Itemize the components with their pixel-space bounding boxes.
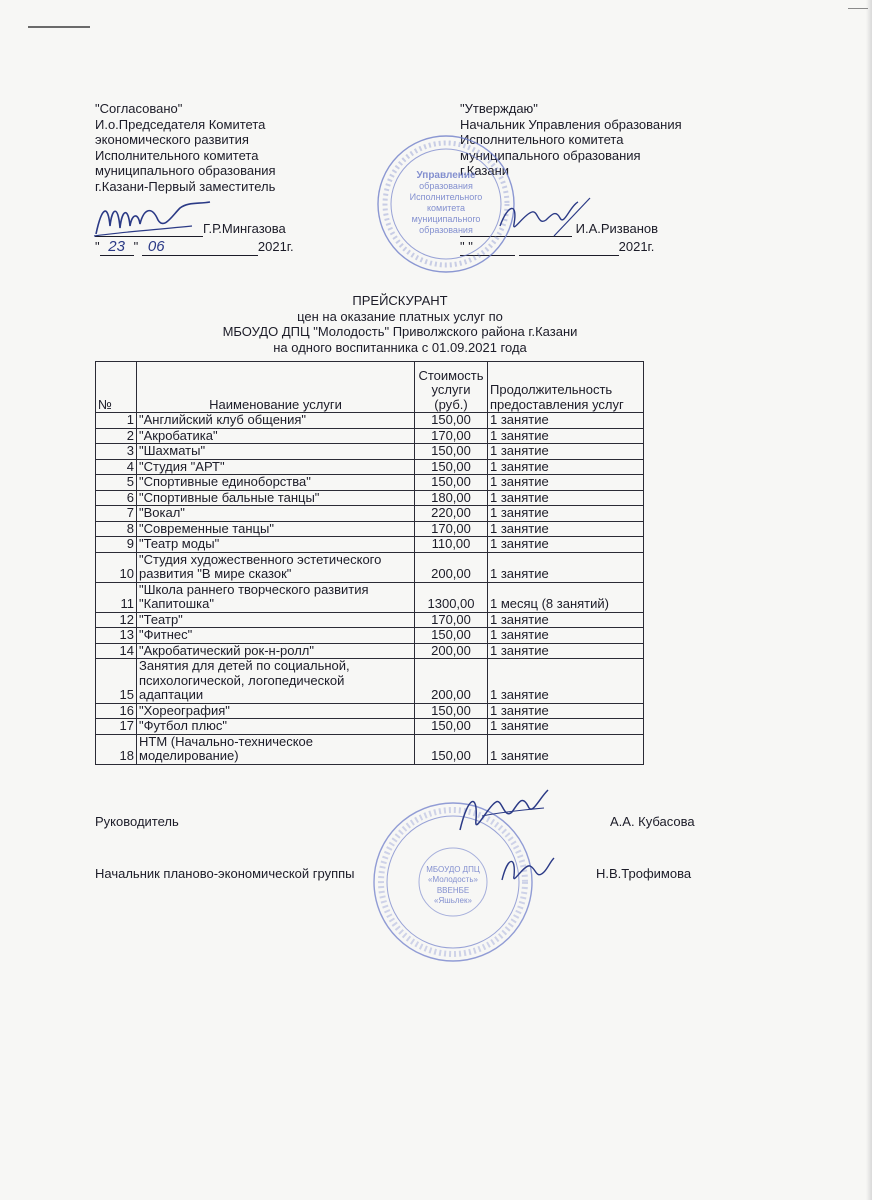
service-price: 200,00 — [415, 552, 488, 582]
service-duration: 1 месяц (8 занятий) — [488, 582, 644, 612]
table-row — [96, 428, 644, 444]
service-name-line: НТМ (Начально-техническое моделирование) — [139, 733, 314, 763]
approval-left — [95, 101, 276, 194]
date-quote: " — [133, 239, 139, 254]
service-duration: 1 занятие — [488, 413, 644, 429]
table-row — [96, 444, 644, 460]
row-number: 7 — [96, 506, 137, 522]
header-price-line: (руб.) — [434, 396, 468, 412]
service-name-line: "Вокал" — [139, 505, 185, 520]
stamp-text: образования — [419, 225, 473, 235]
service-duration: 1 занятие — [488, 719, 644, 735]
row-number: 8 — [96, 521, 137, 537]
approval-right-heading: "Утверждаю" — [460, 101, 538, 116]
service-name — [137, 643, 415, 659]
service-name-line: "Футбол плюс" — [139, 718, 228, 733]
header-duration-line: Продолжительность — [490, 382, 613, 397]
service-duration: 1 занятие — [488, 506, 644, 522]
service-price: 220,00 — [415, 506, 488, 522]
service-name-line: Занятия для детей по социальной, — [139, 658, 350, 673]
approval-left-line: экономического развития — [95, 132, 249, 147]
header-num: № — [96, 362, 137, 413]
table-row — [96, 413, 644, 429]
service-duration: 1 занятие — [488, 734, 644, 764]
document-title — [0, 293, 800, 355]
row-number: 12 — [96, 612, 137, 628]
service-price: 150,00 — [415, 703, 488, 719]
table-row — [96, 719, 644, 735]
service-name — [137, 537, 415, 553]
header-price — [415, 362, 488, 413]
service-duration: 1 занятие — [488, 428, 644, 444]
approval-left-heading: "Согласовано" — [95, 101, 183, 116]
scan-artifact-line — [28, 26, 90, 28]
row-number: 15 — [96, 659, 137, 704]
table-row — [96, 521, 644, 537]
table-body — [96, 413, 644, 765]
approval-right-line: г.Казани — [460, 163, 510, 178]
head-signature-scribble — [452, 786, 552, 846]
service-price: 200,00 — [415, 659, 488, 704]
service-duration: 1 занятие — [488, 612, 644, 628]
stamp-text: Исполнительного — [409, 192, 483, 202]
approval-left-name: Г.Р.Мингазова — [203, 221, 286, 236]
header-duration — [488, 362, 644, 413]
date-day-blank: " " — [460, 239, 515, 256]
service-price: 150,00 — [415, 734, 488, 764]
service-name-line: "Театр моды" — [139, 536, 220, 551]
service-duration: 1 занятие — [488, 475, 644, 491]
row-number: 13 — [96, 628, 137, 644]
row-number: 16 — [96, 703, 137, 719]
service-name-line: "Спортивные бальные танцы" — [139, 489, 320, 505]
approval-right-line: Исполнительного комитета — [460, 132, 624, 147]
table-row — [96, 552, 644, 582]
approval-left-line: Исполнительного комитета — [95, 147, 259, 163]
service-price: 150,00 — [415, 444, 488, 460]
service-name — [137, 703, 415, 719]
table-row — [96, 506, 644, 522]
stamp-text: комитета — [426, 203, 466, 213]
footer-head-name: А.А. Кубасова — [610, 814, 695, 829]
service-price: 1300,00 — [415, 582, 488, 612]
service-duration: 1 занятие — [488, 459, 644, 475]
approval-left-line: г.Казани-Первый заместитель — [95, 178, 276, 194]
service-duration: 1 занятие — [488, 703, 644, 719]
table-row — [96, 643, 644, 659]
service-name-line: "Современные танцы" — [139, 520, 274, 536]
service-name-line: "Акробатический рок-н-ролл" — [139, 642, 315, 658]
table-row — [96, 734, 644, 764]
stamp-text: образования — [419, 181, 473, 191]
service-price: 150,00 — [415, 459, 488, 475]
table-row — [96, 475, 644, 491]
approval-right-line: Начальник Управления образования — [460, 116, 682, 132]
service-name — [137, 475, 415, 491]
stamp-text: муниципального — [411, 214, 481, 224]
service-name — [137, 734, 415, 764]
service-duration: 1 занятие — [488, 490, 644, 506]
service-duration: 1 занятие — [488, 552, 644, 582]
title-main: ПРЕЙСКУРАНТ — [352, 293, 448, 308]
date-year: 2021г. — [618, 239, 655, 254]
service-name — [137, 428, 415, 444]
title-line: цен на оказание платных услуг по — [297, 308, 503, 324]
service-duration: 1 занятие — [488, 659, 644, 704]
service-name-line: "Студия "АРТ" — [139, 458, 225, 474]
service-duration: 1 занятие — [488, 643, 644, 659]
header-price-line: Стоимость — [418, 367, 484, 383]
service-name — [137, 490, 415, 506]
table-row — [96, 659, 644, 704]
table-row — [96, 459, 644, 475]
service-name — [137, 552, 415, 582]
header-duration-line: предоставления услуг — [490, 396, 624, 412]
row-number: 1 — [96, 413, 137, 429]
row-number: 2 — [96, 428, 137, 444]
row-number: 9 — [96, 537, 137, 553]
service-name-line: "Спортивные единоборства" — [139, 474, 311, 489]
approval-right-name: И.А.Ризванов — [575, 221, 659, 236]
table-row — [96, 612, 644, 628]
service-duration: 1 занятие — [488, 537, 644, 553]
service-name — [137, 413, 415, 429]
date-year: 2021г. — [257, 239, 294, 254]
row-number: 11 — [96, 582, 137, 612]
service-name-line: развития "В мире сказок" — [139, 566, 292, 581]
service-name-line: "Студия художественного эстетического — [139, 551, 382, 567]
econ-signature-scribble — [496, 850, 556, 890]
service-duration: 1 занятие — [488, 444, 644, 460]
approval-right-line: муниципального образования — [460, 147, 641, 163]
service-name-line: "Хореография" — [139, 702, 230, 718]
footer-head-label: Руководитель — [95, 814, 179, 829]
approval-left-line: И.о.Председателя Комитета — [95, 116, 266, 132]
right-signature-scribble — [494, 196, 594, 242]
stamp-text: ВВЕНБЕ — [436, 886, 470, 895]
row-number: 18 — [96, 734, 137, 764]
service-name-line: "Шахматы" — [139, 443, 206, 458]
row-number: 6 — [96, 490, 137, 506]
service-name-line: "Театр" — [139, 611, 183, 627]
approval-left-line: муниципального образования — [95, 163, 276, 178]
scan-artifact-line — [848, 8, 868, 9]
table-row — [96, 537, 644, 553]
row-number: 5 — [96, 475, 137, 491]
service-name — [137, 628, 415, 644]
table-row — [96, 490, 644, 506]
service-name-line: психологической, логопедической адаптации — [139, 672, 345, 702]
table-row — [96, 628, 644, 644]
service-name-line: "Фитнес" — [139, 627, 193, 642]
service-price: 180,00 — [415, 490, 488, 506]
service-price: 110,00 — [415, 537, 488, 553]
left-signature-scribble — [92, 196, 217, 246]
date-month: 06 — [142, 239, 258, 256]
row-number: 4 — [96, 459, 137, 475]
service-price: 150,00 — [415, 628, 488, 644]
service-name — [137, 521, 415, 537]
footer-econ-label: Начальник планово-экономической группы — [95, 866, 355, 881]
stamp-text: МБОУДО ДПЦ — [426, 865, 480, 874]
service-price: 150,00 — [415, 475, 488, 491]
row-number: 10 — [96, 552, 137, 582]
service-name — [137, 459, 415, 475]
service-price: 200,00 — [415, 643, 488, 659]
service-name-line: "Капитошка" — [139, 596, 215, 611]
service-name-line: "Акробатика" — [139, 427, 218, 443]
stamp-text: «Яшьлек» — [434, 896, 472, 905]
stamp-text: «Молодость» — [428, 875, 478, 884]
title-line: МБОУДО ДПЦ "Молодость" Приволжского района г.Казани — [222, 324, 578, 339]
header-price-line: услуги — [431, 382, 471, 397]
table-row — [96, 703, 644, 719]
service-name — [137, 444, 415, 460]
header-name: Наименование услуги — [137, 362, 415, 413]
service-name — [137, 659, 415, 704]
stamp-text: Управление — [416, 170, 476, 181]
table-header-row — [96, 362, 644, 413]
service-name-line: "Английский клуб общения" — [139, 412, 307, 427]
price-table — [95, 361, 644, 765]
scan-edge-shadow — [866, 0, 872, 1200]
service-price: 170,00 — [415, 521, 488, 537]
date-day: 23 — [100, 239, 134, 256]
service-price: 150,00 — [415, 413, 488, 429]
service-duration: 1 занятие — [488, 628, 644, 644]
service-name — [137, 582, 415, 612]
service-name — [137, 506, 415, 522]
row-number: 3 — [96, 444, 137, 460]
service-price: 170,00 — [415, 612, 488, 628]
row-number: 14 — [96, 643, 137, 659]
service-duration: 1 занятие — [488, 521, 644, 537]
title-line: на одного воспитанника с 01.09.2021 года — [273, 339, 527, 355]
service-name — [137, 612, 415, 628]
footer-econ-name: Н.В.Трофимова — [596, 866, 692, 881]
table-row — [96, 582, 644, 612]
service-price: 150,00 — [415, 719, 488, 735]
service-name — [137, 719, 415, 735]
service-price: 170,00 — [415, 428, 488, 444]
date-quote: " — [95, 239, 100, 254]
service-name-line: "Школа раннего творческого развития — [139, 581, 369, 597]
row-number: 17 — [96, 719, 137, 735]
